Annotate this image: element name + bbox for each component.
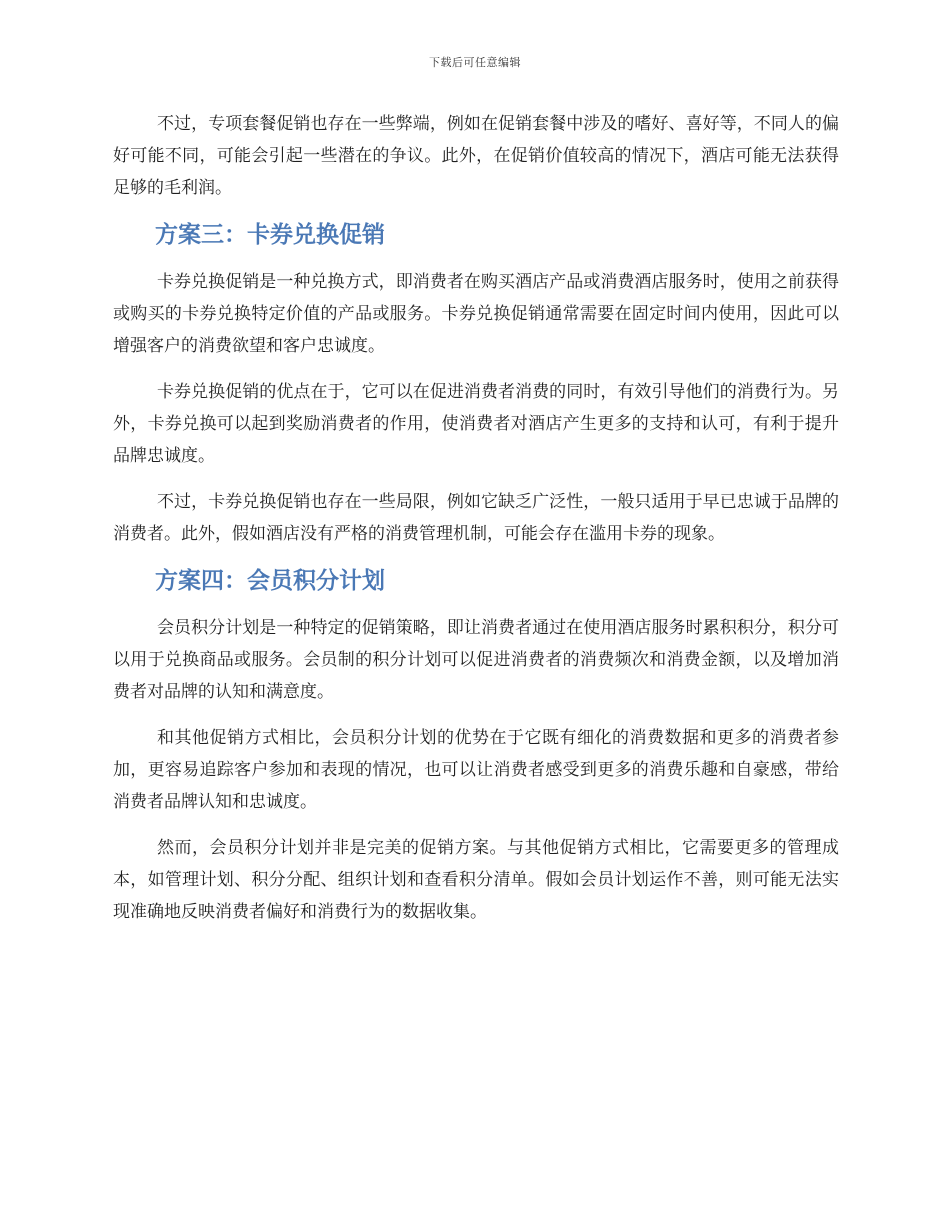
paragraph-plan3-limitations: 不过，卡券兑换促销也存在一些局限，例如它缺乏广泛性，一般只适用于早已忠诚于品牌的消费者。此外，假如酒店没有严格的消费管理机制，可能会存在滥用卡券的现象。 xyxy=(113,492,839,544)
paragraph-plan3-intro: 卡券兑换促销是一种兑换方式，即消费者在购买酒店产品或消费酒店服务时，使用之前获得或购买的卡券兑换特定价值的产品或服务。卡券兑换促销通常需要在固定时间内使用，因此可以增强客户的消费欲望和客户忠诚度。 xyxy=(113,272,839,356)
paragraph-plan4-intro: 会员积分计划是一种特定的促销策略，即让消费者通过在使用酒店服务时累积积分，积分可以用于兑换商品或服务。会员制的积分计划可以促进消费者的消费频次和消费金额，以及增加消费者对品牌的认知和满意度。 xyxy=(113,618,839,702)
running-header: 下载后可任意编辑 xyxy=(429,56,521,69)
document-body xyxy=(113,108,839,942)
section-heading-plan3: 方案三：卡券兑换促销 xyxy=(155,222,385,248)
paragraph-plan3-advantages: 卡券兑换促销的优点在于，它可以在促进消费者消费的同时，有效引导他们的消费行为。另外，卡券兑换可以起到奖励消费者的作用，使消费者对酒店产生更多的支持和认可，有利于提升品牌忠诚度。 xyxy=(113,382,839,466)
paragraph-plan2-drawbacks: 不过，专项套餐促销也存在一些弊端，例如在促销套餐中涉及的嗜好、喜好等，不同人的偏好可能不同，可能会引起一些潜在的争议。此外，在促销价值较高的情况下，酒店可能无法获得足够的毛利润。 xyxy=(113,114,839,198)
section-heading-plan4: 方案四：会员积分计划 xyxy=(155,568,385,594)
paragraph-plan4-drawbacks: 然而，会员积分计划并非是完美的促销方案。与其他促销方式相比，它需要更多的管理成本，如管理计划、积分分配、组织计划和查看积分清单。假如会员计划运作不善，则可能无法实现准确地反映消费者偏好和消费行为的数据收集。 xyxy=(113,838,839,922)
paragraph-plan4-advantages: 和其他促销方式相比，会员积分计划的优势在于它既有细化的消费数据和更多的消费者参加，更容易追踪客户参加和表现的情况，也可以让消费者感受到更多的消费乐趣和自豪感，带给消费者品牌认知和忠诚度。 xyxy=(113,728,839,812)
